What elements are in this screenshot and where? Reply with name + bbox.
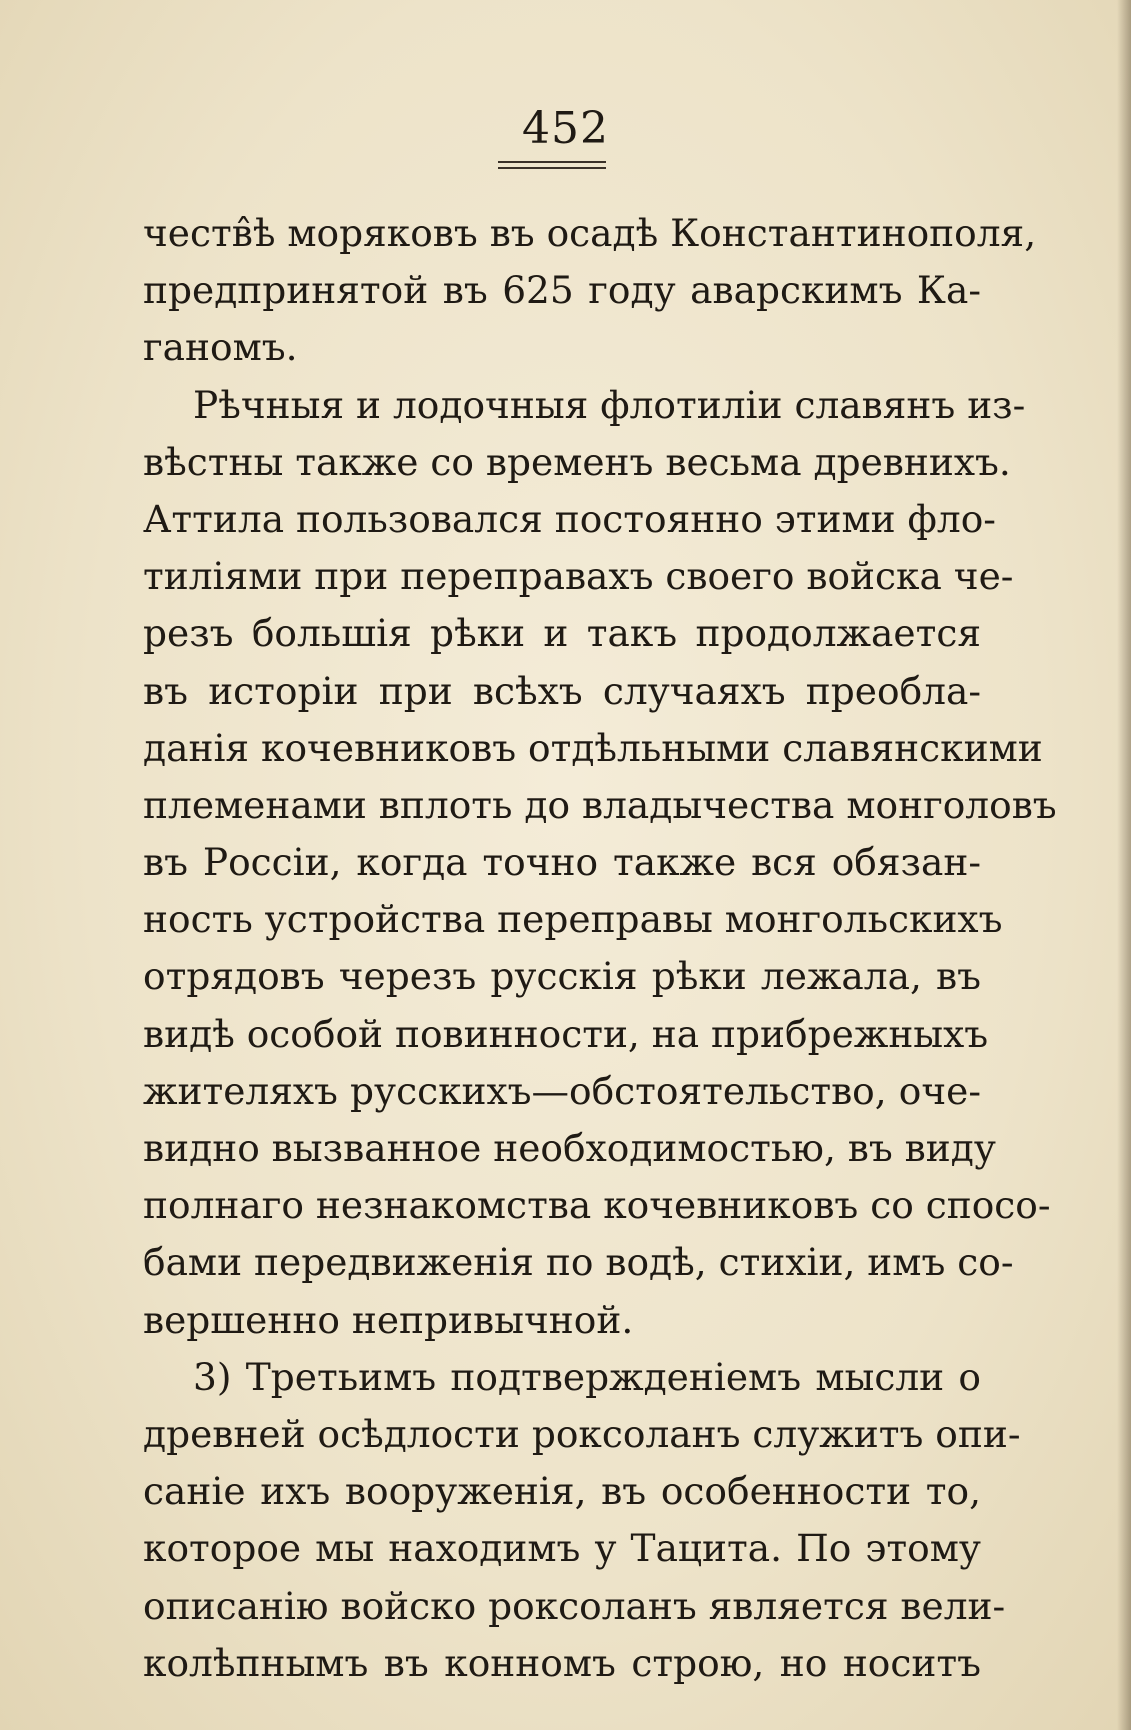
text-line: бами передвиженія по водѣ, стихіи, имъ со- <box>143 1240 1014 1285</box>
text-line: въ Россіи, когда точно также вся обязан- <box>143 840 981 885</box>
text-line: тиліями при переправахъ своего войска че- <box>143 554 1014 599</box>
header-rule-bottom <box>498 167 606 169</box>
text-line: племенами вплоть до владычества монголовъ <box>143 782 1057 827</box>
text-line: честв̂ѣ моряковъ въ осадѣ Константинополя, <box>143 211 1037 255</box>
text-line: Аттила пользовался постоянно этими фло- <box>143 496 996 541</box>
text-line: предпринятой въ 625 году аварскимъ Ка- <box>143 268 981 313</box>
text-line: въ исторіи при всѣхъ случаяхъ преобла- <box>143 668 981 713</box>
text-line: ганомъ. <box>143 325 298 370</box>
body-text <box>143 205 1057 1692</box>
text-line: жителяхъ русскихъ—обстоятельство, оче- <box>143 1068 981 1113</box>
text-line: полнаго незнакомства кочевниковъ со спосо- <box>143 1183 1051 1228</box>
text-line: данія кочевниковъ отдѣльными славянскими <box>143 725 1043 770</box>
text-line: древней осѣдлости роксоланъ служитъ опи- <box>143 1411 1021 1456</box>
page-edge-shadow <box>1117 0 1131 1730</box>
text-line: описанію войско роксоланъ является вели- <box>143 1583 1006 1628</box>
text-line: ность устройства переправы монгольскихъ <box>143 897 1003 942</box>
text-line: видѣ особой повинности, на прибрежныхъ <box>143 1011 989 1056</box>
text-line: отрядовъ черезъ русскія рѣки лежала, въ <box>143 954 981 999</box>
header-rule-top <box>498 161 606 163</box>
text-line: вершенно непривычной. <box>143 1297 634 1342</box>
text-line: которое мы находимъ у Тацита. По этому <box>143 1526 981 1571</box>
page-number: 452 <box>522 103 609 154</box>
text-line: вѣстны также со временъ весьма древнихъ. <box>143 439 1011 484</box>
text-line: саніе ихъ вооруженія, въ особенности то, <box>143 1469 981 1514</box>
text-line: 3) Третьимъ подтвержденіемъ мысли о <box>193 1354 981 1399</box>
text-line: видно вызванное необходимостью, въ виду <box>143 1126 996 1170</box>
text-line: резъ большія рѣки и такъ продолжается <box>143 611 981 656</box>
text-line: Рѣчныя и лодочныя флотиліи славянъ из- <box>193 382 1026 427</box>
text-line: колѣпнымъ въ конномъ строю, но носитъ <box>143 1640 981 1685</box>
